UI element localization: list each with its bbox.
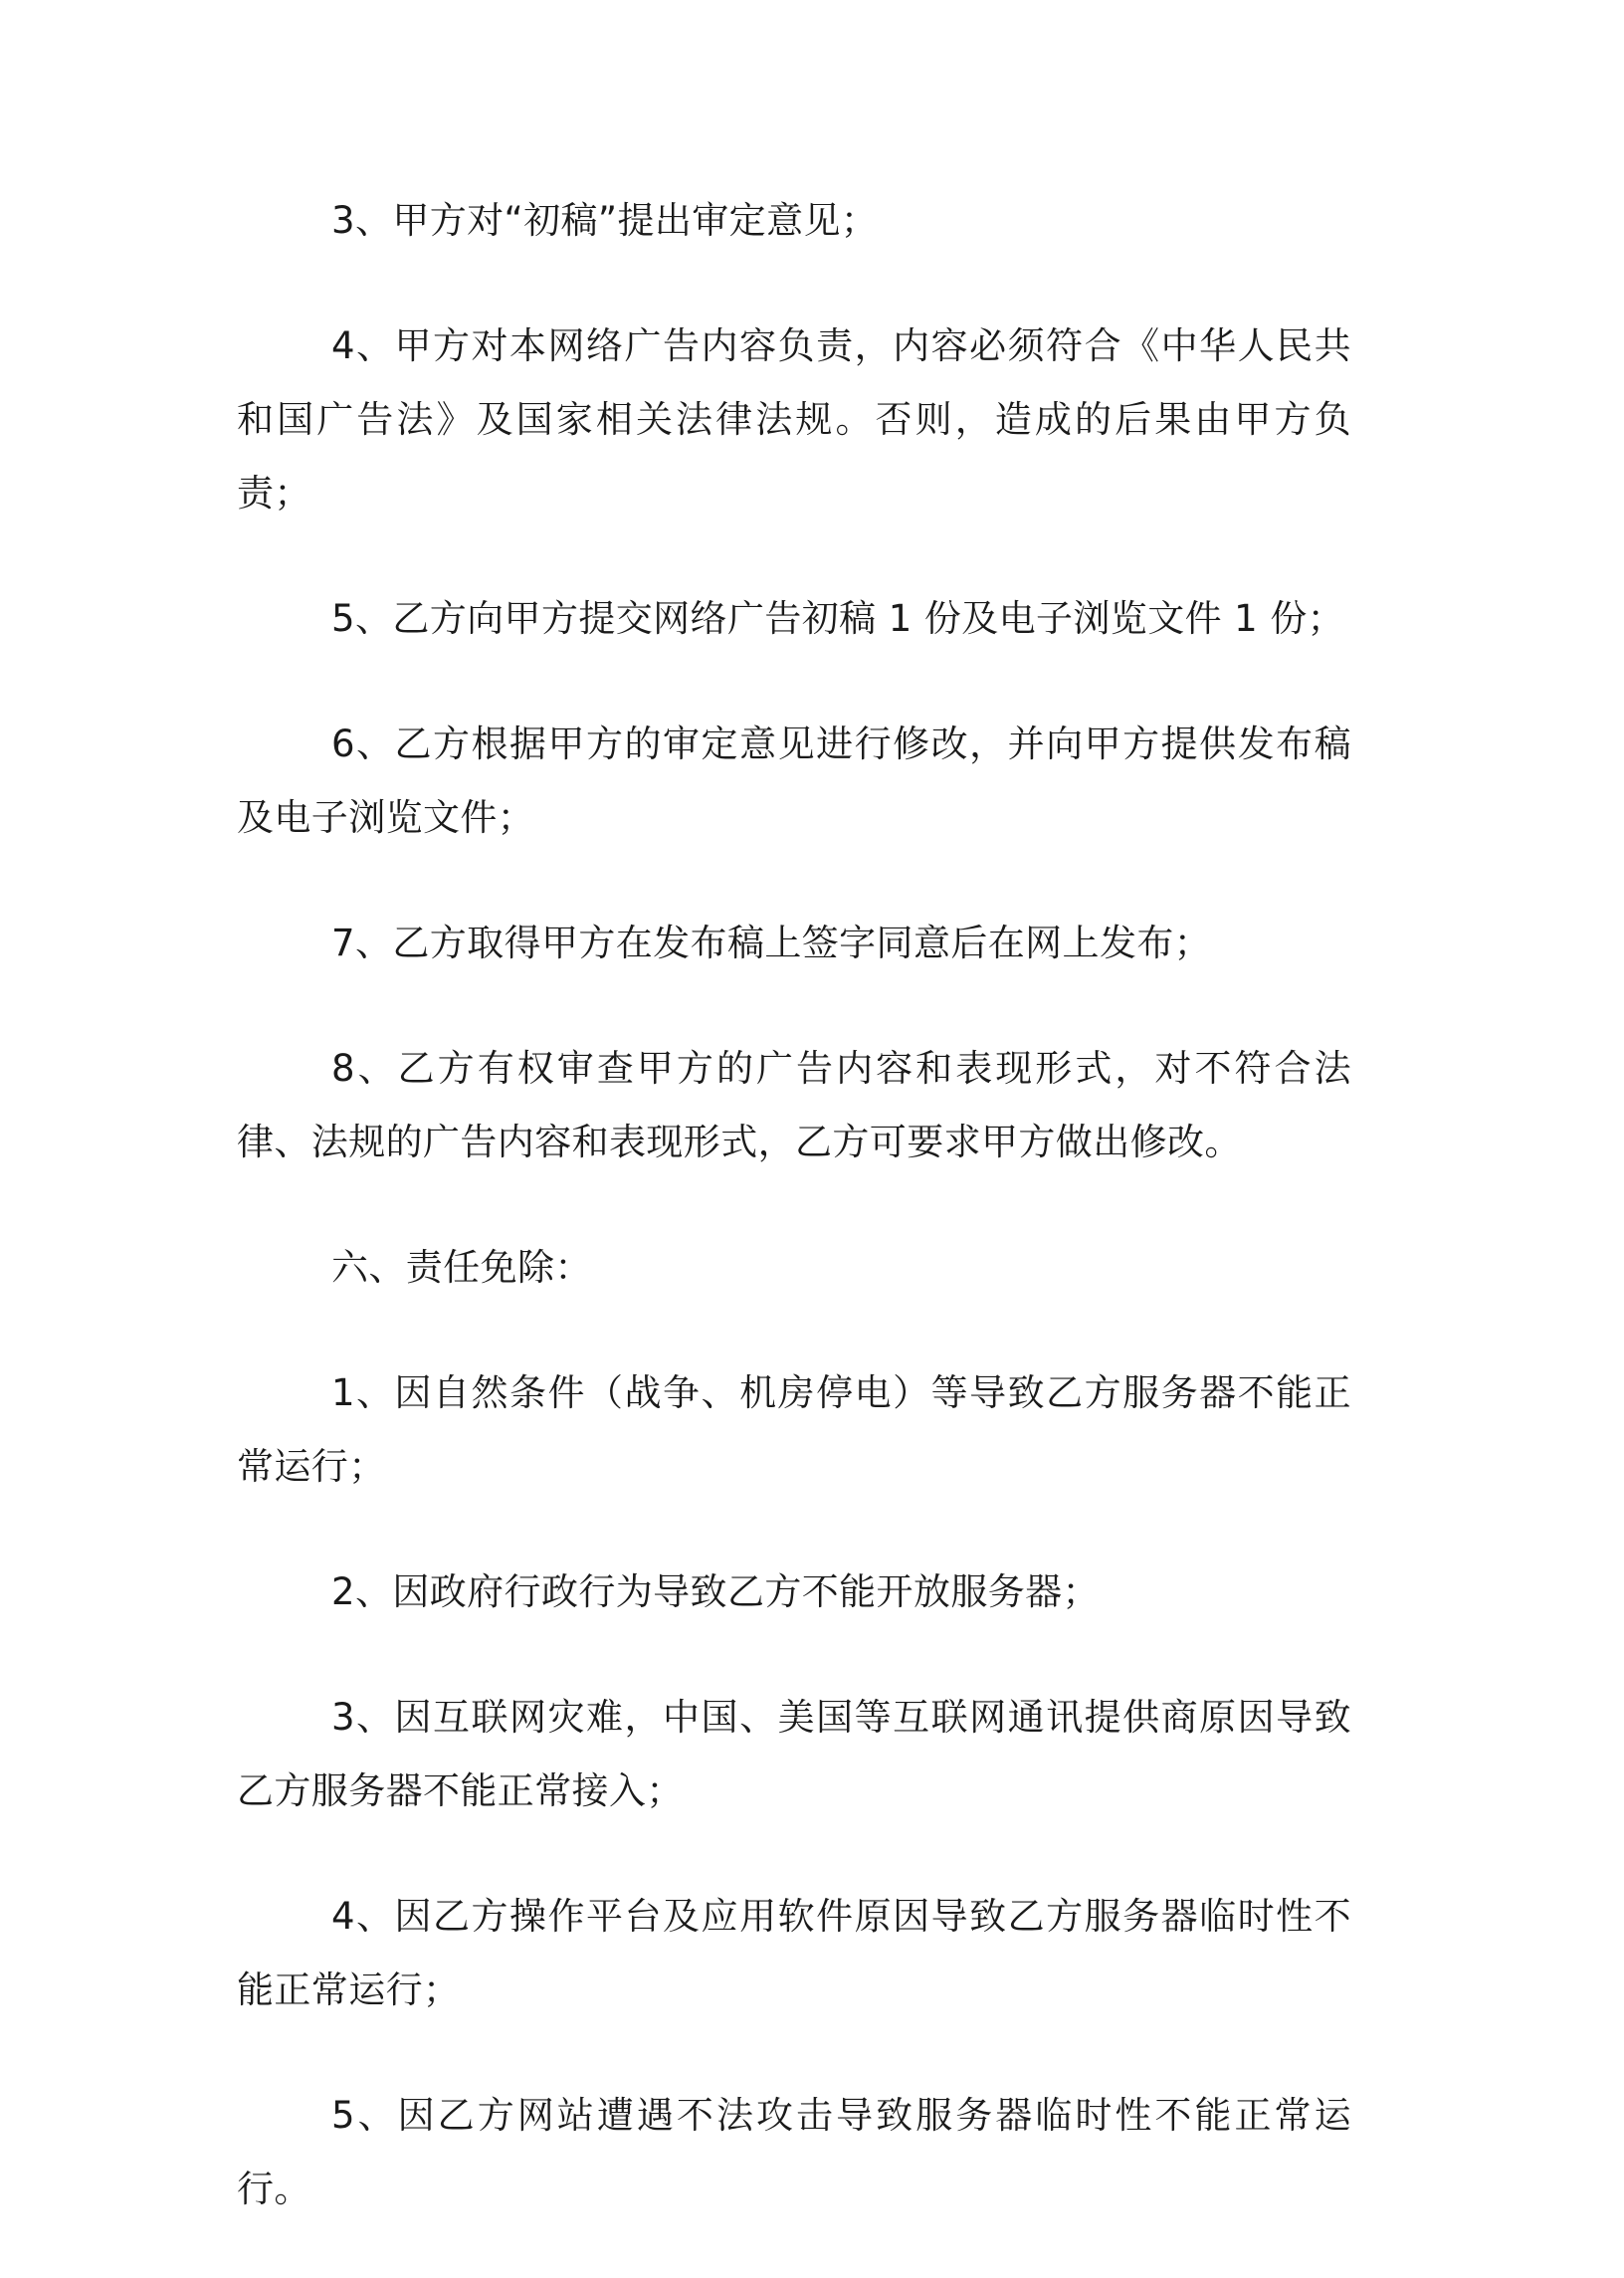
paragraph-exemption-2: 2、因政府行政行为导致乙方不能开放服务器； bbox=[331, 1570, 1100, 1613]
paragraph-exemption-1: 1、因自然条件（战争、机房停电）等导致乙方服务器不能正常运行； bbox=[237, 1371, 1351, 1488]
paragraph-item-3-review: 3、甲方对“初稿”提出审定意见； bbox=[331, 199, 879, 242]
paragraph-item-5-submit-draft: 5、乙方向甲方提交网络广告初稿 1 份及电子浏览文件 1 份； bbox=[331, 597, 1345, 640]
paragraph-item-7-publish: 7、乙方取得甲方在发布稿上签字同意后在网上发布； bbox=[331, 922, 1212, 964]
paragraph-item-4-responsibility: 4、甲方对本网络广告内容负责，内容必须符合《中华人民共和国广告法》及国家相关法律法规。否则，造成的后果由甲方负责； bbox=[237, 324, 1351, 515]
paragraph-item-6-revise: 6、乙方根据甲方的审定意见进行修改，并向甲方提供发布稿及电子浏览文件； bbox=[237, 723, 1351, 839]
paragraph-item-8-review-rights: 8、乙方有权审查甲方的广告内容和表现形式，对不符合法律、法规的广告内容和表现形式，乙方可要求甲方做出修改。 bbox=[237, 1047, 1351, 1163]
section-heading-liability-exemption: 六、责任免除： bbox=[331, 1246, 592, 1289]
paragraph-exemption-3: 3、因互联网灾难，中国、美国等互联网通讯提供商原因导致乙方服务器不能正常接入； bbox=[237, 1696, 1351, 1812]
paragraph-exemption-5: 5、因乙方网站遭遇不法攻击导致服务器临时性不能正常运行。 bbox=[237, 2094, 1351, 2210]
document-body bbox=[237, 184, 1351, 2278]
paragraph-exemption-4: 4、因乙方操作平台及应用软件原因导致乙方服务器临时性不能正常运行； bbox=[237, 1895, 1351, 2011]
